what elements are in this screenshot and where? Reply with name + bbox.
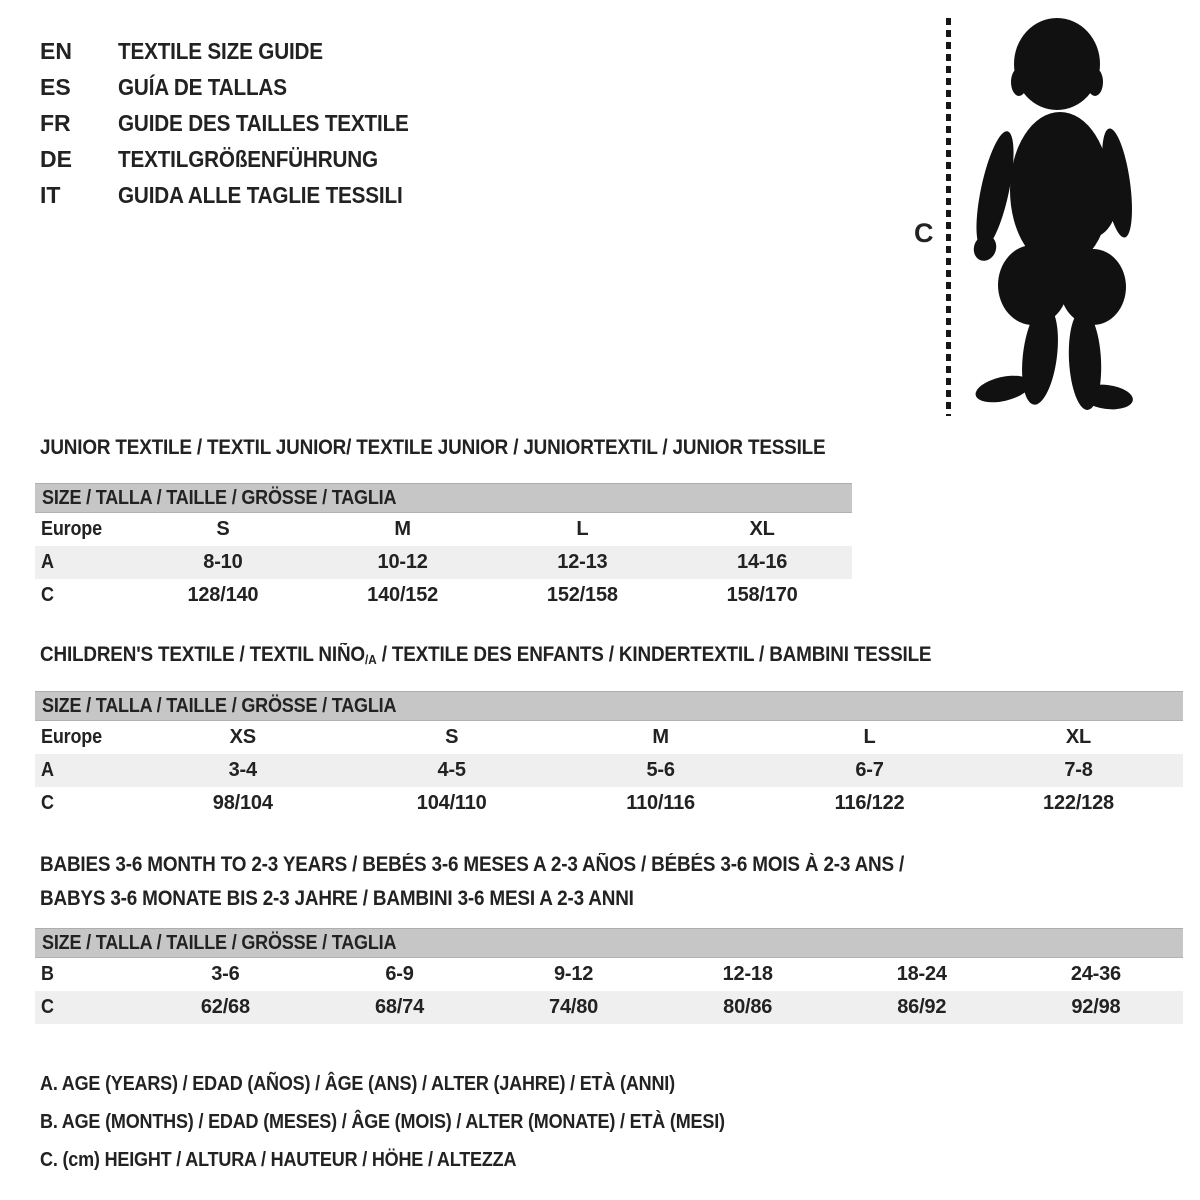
babies-size-table xyxy=(35,928,1183,1024)
table-cell: 7-8 xyxy=(1064,759,1093,781)
table-cell: 3-6 xyxy=(211,963,240,985)
row-label: C xyxy=(41,792,54,814)
table-row xyxy=(35,787,1183,820)
table-cell: 8-10 xyxy=(203,551,243,573)
legend-line-a: A. AGE (YEARS) / EDAD (AÑOS) / ÂGE (ANS) / ALTER (JAHRE) / ETÀ (ANNI) xyxy=(40,1073,675,1095)
table-cell: 24-36 xyxy=(1070,963,1121,985)
guide-title-it: GUIDA ALLE TAGLIE TESSILI xyxy=(118,182,403,208)
legend-line-b: B. AGE (MONTHS) / EDAD (MESES) / ÂGE (MOIS) / ALTER (MONATE) / ETÀ (MESI) xyxy=(40,1111,725,1133)
toddler-silhouette-icon xyxy=(965,15,1140,420)
table-cell: 5-6 xyxy=(646,759,675,781)
table-cell: 122/128 xyxy=(1043,792,1114,814)
row-label: Europe xyxy=(41,518,102,540)
table-cell: 9-12 xyxy=(553,963,594,985)
table-cell: XL xyxy=(749,518,775,540)
legend-line-c: C. (cm) HEIGHT / ALTURA / HAUTEUR / HÖHE / ALTEZZA xyxy=(40,1149,517,1171)
table-cell: 152/158 xyxy=(546,584,618,606)
children-section-title: CHILDREN'S TEXTILE / TEXTIL NIÑO/A / TEXTILE DES ENFANTS / KINDERTEXTIL / BAMBINI TESSILE xyxy=(40,643,932,667)
junior-size-header-bar: SIZE / TALLA / TAILLE / GRÖSSE / TAGLIA xyxy=(35,483,852,513)
table-cell: L xyxy=(576,518,589,540)
language-title-list xyxy=(40,33,441,213)
row-label: B xyxy=(41,963,54,985)
height-measure-dashed-line xyxy=(946,18,951,416)
lang-code: ES xyxy=(40,74,71,100)
table-cell: S xyxy=(216,518,230,540)
table-cell: XS xyxy=(229,726,256,748)
table-cell: 104/110 xyxy=(416,792,487,814)
table-row xyxy=(35,546,852,579)
height-measure-label: C xyxy=(914,218,934,248)
guide-title-en: TEXTILE SIZE GUIDE xyxy=(118,38,323,64)
table-cell: 110/116 xyxy=(626,792,695,814)
table-cell: XL xyxy=(1065,726,1092,748)
table-row xyxy=(35,513,852,546)
lang-code: DE xyxy=(40,146,72,172)
babies-section-title: BABIES 3-6 MONTH TO 2-3 YEARS / BEBÉS 3-6 MESES A 2-3 AÑOS / BÉBÉS 3-6 MOIS À 2-3 ANS / BABYS 3-6 MONATE BIS 2-3 JAHRE / BAMBINI 3-6 MESI A 2-3 ANNI xyxy=(40,853,905,910)
row-label: C xyxy=(41,996,54,1018)
table-row xyxy=(35,754,1183,787)
table-cell: 62/68 xyxy=(200,996,250,1018)
table-row xyxy=(35,579,852,612)
table-cell: 6-7 xyxy=(855,759,884,781)
babies-size-header-bar: SIZE / TALLA / TAILLE / GRÖSSE / TAGLIA xyxy=(35,928,1183,958)
children-size-header-bar: SIZE / TALLA / TAILLE / GRÖSSE / TAGLIA xyxy=(35,691,1183,721)
guide-title-fr: GUIDE DES TAILLES TEXTILE xyxy=(118,110,409,136)
lang-row-fr xyxy=(40,105,441,141)
lang-code: FR xyxy=(40,110,71,136)
row-label: A xyxy=(41,759,54,781)
table-cell: 128/140 xyxy=(187,584,259,606)
lang-row-en xyxy=(40,33,441,69)
table-cell: 12-18 xyxy=(722,963,773,985)
table-cell: 92/98 xyxy=(1071,996,1121,1018)
table-cell: 80/86 xyxy=(723,996,773,1018)
lang-code: IT xyxy=(40,182,61,208)
table-cell: 158/170 xyxy=(726,584,798,606)
row-label: C xyxy=(41,584,54,606)
nino-a-subscript: /A xyxy=(364,652,377,667)
table-row xyxy=(35,958,1183,991)
guide-title-es: GUÍA DE TALLAS xyxy=(118,74,287,100)
children-size-table xyxy=(35,691,1183,820)
lang-code: EN xyxy=(40,38,72,64)
table-cell: 116/122 xyxy=(834,792,905,814)
table-cell: 3-4 xyxy=(228,759,257,781)
lang-row-de xyxy=(40,141,441,177)
table-cell: 140/152 xyxy=(367,584,439,606)
table-row xyxy=(35,721,1183,754)
row-label: Europe xyxy=(41,726,102,748)
guide-title-de: TEXTILGRÖßENFÜHRUNG xyxy=(118,146,378,172)
row-label: A xyxy=(41,551,54,573)
table-cell: 74/80 xyxy=(549,996,599,1018)
table-cell: M xyxy=(394,518,411,540)
table-cell: L xyxy=(863,726,876,748)
table-cell: M xyxy=(652,726,669,748)
table-cell: 14-16 xyxy=(737,551,788,573)
table-cell: 86/92 xyxy=(897,996,947,1018)
junior-size-table xyxy=(35,483,852,612)
measurement-legend xyxy=(40,1071,801,1185)
table-cell: 4-5 xyxy=(437,759,466,781)
table-cell: 10-12 xyxy=(377,551,428,573)
table-cell: 68/74 xyxy=(374,996,425,1018)
table-cell: 6-9 xyxy=(385,963,414,985)
table-cell: 18-24 xyxy=(896,963,947,985)
table-cell: 12-13 xyxy=(557,551,608,573)
table-cell: 98/104 xyxy=(212,792,273,814)
table-cell: S xyxy=(445,726,459,748)
lang-row-es xyxy=(40,69,441,105)
lang-row-it xyxy=(40,177,441,213)
junior-section-title: JUNIOR TEXTILE / TEXTIL JUNIOR/ TEXTILE JUNIOR / JUNIORTEXTIL / JUNIOR TESSILE xyxy=(40,436,826,459)
height-figure xyxy=(900,15,1155,425)
table-row xyxy=(35,991,1183,1024)
